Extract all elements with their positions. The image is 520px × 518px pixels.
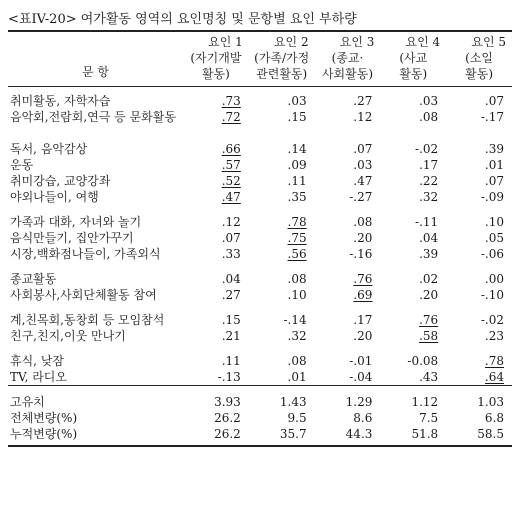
cell-value: .05	[484, 231, 504, 245]
cell-value: .14	[287, 142, 307, 156]
cell-value: .15	[221, 313, 241, 327]
cell-value: .10	[287, 288, 307, 302]
factor-3-name: 요인 3	[339, 35, 375, 49]
cell-value: .47	[353, 174, 373, 188]
loading-value-factor-2	[249, 328, 315, 344]
cell-value: -.13	[217, 370, 241, 384]
table-row	[8, 262, 512, 287]
summary-value-factor-3	[315, 426, 381, 446]
loading-value-factor-1	[183, 303, 249, 328]
table-row	[8, 230, 512, 246]
summary-value-factor-2	[249, 426, 315, 446]
summary-row	[8, 426, 512, 446]
cell-value: 26.2	[214, 427, 241, 441]
loading-value-factor-1	[183, 141, 249, 157]
loading-value-factor-4	[380, 109, 446, 141]
loading-value-factor-1	[183, 173, 249, 189]
summary-label: 고유치	[8, 386, 183, 411]
factor-5-label: (소일	[465, 51, 494, 65]
loading-value-factor-5	[446, 230, 512, 246]
cell-value: 44.3	[345, 427, 373, 441]
loading-value-factor-5	[446, 205, 512, 230]
loading-value-factor-5	[446, 287, 512, 303]
cell-value: .01	[484, 158, 504, 172]
factor-loading-table	[8, 30, 512, 447]
cell-value: .08	[287, 354, 307, 368]
cell-value: 51.8	[411, 427, 439, 441]
loading-value-factor-3	[315, 87, 381, 110]
summary-value-factor-2	[249, 386, 315, 411]
cell-value: .08	[287, 272, 307, 286]
highlighted-loading: .73	[221, 94, 241, 108]
table-row	[8, 287, 512, 303]
loading-value-factor-3	[315, 287, 381, 303]
loading-value-factor-4	[380, 369, 446, 386]
table-row	[8, 328, 512, 344]
loading-value-factor-1	[183, 189, 249, 205]
row-item-label: 친구,친지,이웃 만나기	[10, 329, 126, 343]
cell-value: -.06	[480, 247, 504, 261]
highlighted-loading: .78	[484, 354, 504, 368]
summary-value-factor-2	[249, 410, 315, 426]
loading-value-factor-5	[446, 344, 512, 369]
loading-value-factor-1	[183, 230, 249, 246]
summary-value-factor-1	[183, 426, 249, 446]
loading-value-factor-5	[446, 141, 512, 157]
table-row	[8, 246, 512, 262]
cell-value: .11	[287, 174, 307, 188]
factor-2-name: 요인 2	[273, 35, 309, 49]
loading-value-factor-4	[380, 230, 446, 246]
summary-row	[8, 386, 512, 411]
highlighted-loading: .57	[221, 158, 241, 172]
cell-value: .11	[221, 354, 241, 368]
highlighted-loading: .69	[353, 288, 373, 302]
loading-value-factor-3	[315, 173, 381, 189]
cell-value: .23	[484, 329, 504, 343]
cell-value: .39	[484, 142, 504, 156]
factor-3-label-2: 사회활동)	[321, 67, 374, 81]
loading-value-factor-2	[249, 287, 315, 303]
loading-value-factor-5	[446, 189, 512, 205]
cell-value: -.09	[480, 190, 504, 204]
cell-value: -0.08	[407, 354, 439, 368]
table-row	[8, 344, 512, 369]
loading-value-factor-1	[183, 246, 249, 262]
cell-value: .01	[287, 370, 307, 384]
column-header-factor-5	[446, 31, 512, 87]
factor-1-name: 요인 1	[208, 35, 243, 49]
highlighted-loading: .76	[353, 272, 373, 286]
factor-2-label-2: 관련활동)	[256, 67, 308, 81]
highlighted-loading: .78	[287, 215, 307, 229]
loading-value-factor-1	[183, 262, 249, 287]
cell-value: .20	[353, 231, 373, 245]
summary-value-factor-4	[380, 426, 446, 446]
cell-value: 9.5	[287, 411, 307, 425]
cell-value: 26.2	[214, 411, 241, 425]
column-header-item: 문 항	[8, 31, 183, 87]
loading-value-factor-3	[315, 189, 381, 205]
loading-value-factor-4	[380, 173, 446, 189]
cell-value: 1.43	[279, 395, 307, 409]
column-header-factor-4	[380, 31, 446, 87]
loading-value-factor-2	[249, 246, 315, 262]
loading-value-factor-3	[315, 109, 381, 141]
loading-value-factor-5	[446, 173, 512, 189]
summary-value-factor-5	[446, 426, 512, 446]
factor-1-label-2: 활동)	[201, 67, 230, 81]
cell-value: .10	[484, 215, 504, 229]
table-body	[8, 87, 512, 447]
table-row	[8, 369, 512, 386]
loading-value-factor-2	[249, 189, 315, 205]
column-header-factor-3	[315, 31, 381, 87]
row-item-label: 독서, 음악감상	[10, 142, 88, 156]
cell-value: -.14	[283, 313, 307, 327]
loading-value-factor-2	[249, 205, 315, 230]
cell-value: -.11	[415, 215, 439, 229]
loading-value-factor-5	[446, 157, 512, 173]
cell-value: .07	[484, 94, 504, 108]
table-row	[8, 173, 512, 189]
row-item-label: 음식만들기, 집안가꾸기	[10, 231, 134, 245]
summary-value-factor-1	[183, 386, 249, 411]
loading-value-factor-5	[446, 246, 512, 262]
cell-value: .04	[221, 272, 241, 286]
table-row	[8, 303, 512, 328]
loading-value-factor-1	[183, 109, 249, 141]
loading-value-factor-4	[380, 189, 446, 205]
loading-value-factor-4	[380, 87, 446, 110]
cell-value: .07	[353, 142, 373, 156]
table-header	[8, 31, 512, 87]
cell-value: .32	[287, 329, 307, 343]
summary-value-factor-1	[183, 410, 249, 426]
cell-value: .27	[353, 94, 373, 108]
cell-value: .02	[419, 272, 439, 286]
loading-value-factor-3	[315, 262, 381, 287]
table-row	[8, 109, 512, 141]
cell-value: 1.29	[345, 395, 373, 409]
factor-3-label: (종교·	[331, 51, 364, 65]
loading-value-factor-5	[446, 328, 512, 344]
cell-value: .08	[419, 110, 439, 124]
factor-5-label-2: 활동)	[465, 67, 494, 81]
cell-value: -.04	[349, 370, 373, 384]
cell-value: .03	[353, 158, 373, 172]
cell-value: 3.93	[214, 395, 241, 409]
loading-value-factor-1	[183, 369, 249, 386]
cell-value: .32	[419, 190, 439, 204]
loading-value-factor-1	[183, 328, 249, 344]
cell-value: .27	[221, 288, 241, 302]
loading-value-factor-2	[249, 230, 315, 246]
loading-value-factor-2	[249, 157, 315, 173]
highlighted-loading: .76	[419, 313, 439, 327]
loading-value-factor-2	[249, 262, 315, 287]
cell-value: 1.12	[411, 395, 439, 409]
cell-value: .03	[287, 94, 307, 108]
loading-value-factor-2	[249, 87, 315, 110]
factor-4-label-2: 활동)	[399, 67, 428, 81]
loading-value-factor-3	[315, 230, 381, 246]
factor-1-label: (자기개발	[190, 51, 242, 65]
loading-value-factor-3	[315, 303, 381, 328]
row-item-label: 휴식, 낮잠	[10, 354, 64, 368]
highlighted-loading: .66	[221, 142, 241, 156]
loading-value-factor-4	[380, 344, 446, 369]
cell-value: 35.7	[279, 427, 307, 441]
cell-value: .21	[221, 329, 241, 343]
cell-value: 6.8	[484, 411, 504, 425]
loading-value-factor-4	[380, 328, 446, 344]
highlighted-loading: .75	[287, 231, 307, 245]
cell-value: .07	[484, 174, 504, 188]
summary-value-factor-5	[446, 386, 512, 411]
loading-value-factor-4	[380, 303, 446, 328]
loading-value-factor-5	[446, 87, 512, 110]
cell-value: 1.03	[477, 395, 504, 409]
loading-value-factor-1	[183, 287, 249, 303]
cell-value: .17	[353, 313, 373, 327]
table-title: <표IV-20> 여가활동 영역의 요인명칭 및 문항별 요인 부하량	[8, 12, 357, 27]
cell-value: .43	[419, 370, 439, 384]
loading-value-factor-2	[249, 303, 315, 328]
loading-value-factor-4	[380, 141, 446, 157]
loading-value-factor-3	[315, 369, 381, 386]
cell-value: .12	[221, 215, 241, 229]
cell-value: -.02	[415, 142, 439, 156]
cell-value: 58.5	[477, 427, 504, 441]
row-item-label: 종교활동	[10, 272, 57, 286]
table-row	[8, 87, 512, 110]
cell-value: -.01	[349, 354, 373, 368]
row-item-label: TV, 라디오	[10, 370, 67, 384]
factor-4-label: (사교	[399, 51, 428, 65]
loading-value-factor-2	[249, 109, 315, 141]
cell-value: .17	[419, 158, 439, 172]
table-row	[8, 157, 512, 173]
summary-value-factor-4	[380, 410, 446, 426]
cell-value: .35	[287, 190, 307, 204]
cell-value: 7.5	[419, 411, 439, 425]
highlighted-loading: .72	[221, 110, 241, 124]
loading-value-factor-1	[183, 344, 249, 369]
cell-value: .22	[419, 174, 439, 188]
loading-value-factor-1	[183, 205, 249, 230]
loading-value-factor-4	[380, 157, 446, 173]
cell-value: .12	[353, 110, 373, 124]
row-item-label: 계,친목회,동창회 등 모임참석	[10, 313, 165, 327]
cell-value: .04	[419, 231, 439, 245]
loading-value-factor-2	[249, 369, 315, 386]
loading-value-factor-3	[315, 205, 381, 230]
column-header-factor-2	[249, 31, 315, 87]
table-row	[8, 189, 512, 205]
cell-value: .00	[484, 272, 504, 286]
loading-value-factor-4	[380, 262, 446, 287]
highlighted-loading: .64	[484, 370, 504, 384]
loading-value-factor-5	[446, 369, 512, 386]
cell-value: .39	[419, 247, 439, 261]
cell-value: -.17	[480, 110, 504, 124]
summary-value-factor-3	[315, 410, 381, 426]
cell-value: .33	[221, 247, 241, 261]
loading-value-factor-2	[249, 344, 315, 369]
cell-value: .20	[353, 329, 373, 343]
loading-value-factor-5	[446, 303, 512, 328]
row-item-label: 취미강습, 교양강좌	[10, 174, 111, 188]
highlighted-loading: .58	[419, 329, 439, 343]
cell-value: -.16	[349, 247, 373, 261]
loading-value-factor-2	[249, 173, 315, 189]
cell-value: 8.6	[353, 411, 373, 425]
summary-value-factor-5	[446, 410, 512, 426]
loading-value-factor-4	[380, 246, 446, 262]
factor-5-name: 요인 5	[471, 35, 506, 49]
loading-value-factor-3	[315, 246, 381, 262]
factor-4-name: 요인 4	[405, 35, 441, 49]
row-item-label: 시장,백화점나들이, 가족외식	[10, 247, 161, 261]
cell-value: .09	[287, 158, 307, 172]
highlighted-loading: .47	[221, 190, 241, 204]
summary-label: 전체변량(%)	[10, 411, 78, 425]
loading-value-factor-5	[446, 262, 512, 287]
loading-value-factor-1	[183, 87, 249, 110]
cell-value: .07	[221, 231, 241, 245]
loading-value-factor-2	[249, 141, 315, 157]
table-row	[8, 205, 512, 230]
table-row	[8, 141, 512, 157]
highlighted-loading: .52	[221, 174, 241, 188]
summary-row	[8, 410, 512, 426]
cell-value: -.27	[349, 190, 373, 204]
loading-value-factor-3	[315, 141, 381, 157]
row-item-label: 야외나들이, 여행	[10, 190, 99, 204]
row-item-label: 운동	[10, 158, 34, 172]
loading-value-factor-4	[380, 287, 446, 303]
factor-2-label: (가족/가정	[254, 51, 310, 65]
summary-value-factor-4	[380, 386, 446, 411]
row-item-label: 음악회,전람회,연극 등 문화활동	[10, 110, 176, 124]
highlighted-loading: .56	[287, 247, 307, 261]
row-item-label: 가족과 대화, 자녀와 놀기	[10, 215, 142, 229]
loading-value-factor-4	[380, 205, 446, 230]
loading-value-factor-1	[183, 157, 249, 173]
column-header-factor-1	[183, 31, 249, 87]
cell-value: -.02	[480, 313, 504, 327]
loading-value-factor-3	[315, 157, 381, 173]
cell-value: .15	[287, 110, 307, 124]
summary-label: 누적변량(%)	[8, 426, 183, 446]
cell-value: .08	[353, 215, 373, 229]
row-item-label: 사회봉사,사회단체활동 참여	[10, 288, 157, 302]
row-item-label: 취미활동, 자학자습	[10, 94, 111, 108]
loading-value-factor-3	[315, 344, 381, 369]
loading-value-factor-5	[446, 109, 512, 141]
cell-value: .03	[419, 94, 439, 108]
cell-value: -.10	[480, 288, 504, 302]
summary-value-factor-3	[315, 386, 381, 411]
loading-value-factor-3	[315, 328, 381, 344]
cell-value: .20	[419, 288, 439, 302]
